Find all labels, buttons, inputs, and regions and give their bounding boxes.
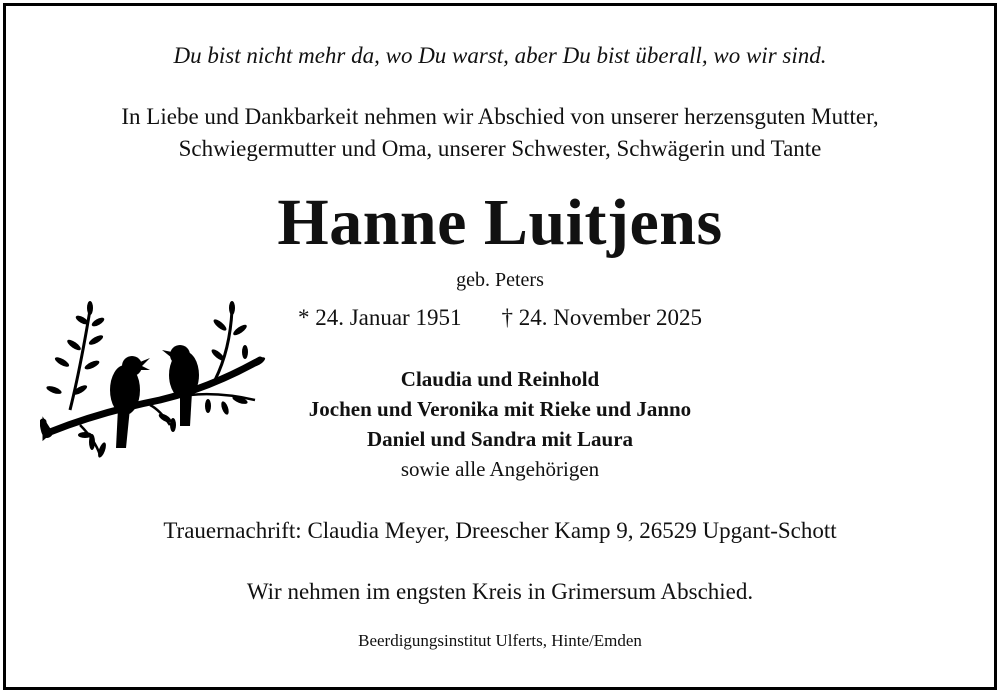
birth-date: * 24. Januar 1951 <box>297 305 462 330</box>
death-date: † 24. November 2025 <box>501 305 703 330</box>
deceased-name: Hanne Luitjens <box>277 186 723 259</box>
mourning-address: Trauernachrift: Claudia Meyer, Dreescher Kamp 9, 26529 Upgant-Schott <box>163 518 837 543</box>
undertaker: Beerdigungsinstitut Ulferts, Hinte/Emden <box>358 631 642 650</box>
quote: Du bist nicht mehr da, wo Du warst, aber Du bist überall, wo wir sind. <box>173 43 827 68</box>
relatives-line: sowie alle Angehörigen <box>400 457 600 481</box>
mourner-line: Jochen und Veronika mit Rieke und Janno <box>308 397 692 421</box>
intro-line-2: Schwiegermutter und Oma, unserer Schwester, Schwägerin und Tante <box>178 136 822 161</box>
birds-on-branch-icon <box>40 300 270 460</box>
intro-line-1: In Liebe und Dankbarkeit nehmen wir Abschied von unserer herzensguten Mutter, <box>121 104 879 129</box>
maiden-name: geb. Peters <box>456 269 544 291</box>
mourner-line: Claudia und Reinhold <box>400 367 600 391</box>
mourner-line: Daniel und Sandra mit Laura <box>366 427 634 451</box>
farewell-note: Wir nehmen im engsten Kreis in Grimersum Abschied. <box>246 579 754 604</box>
